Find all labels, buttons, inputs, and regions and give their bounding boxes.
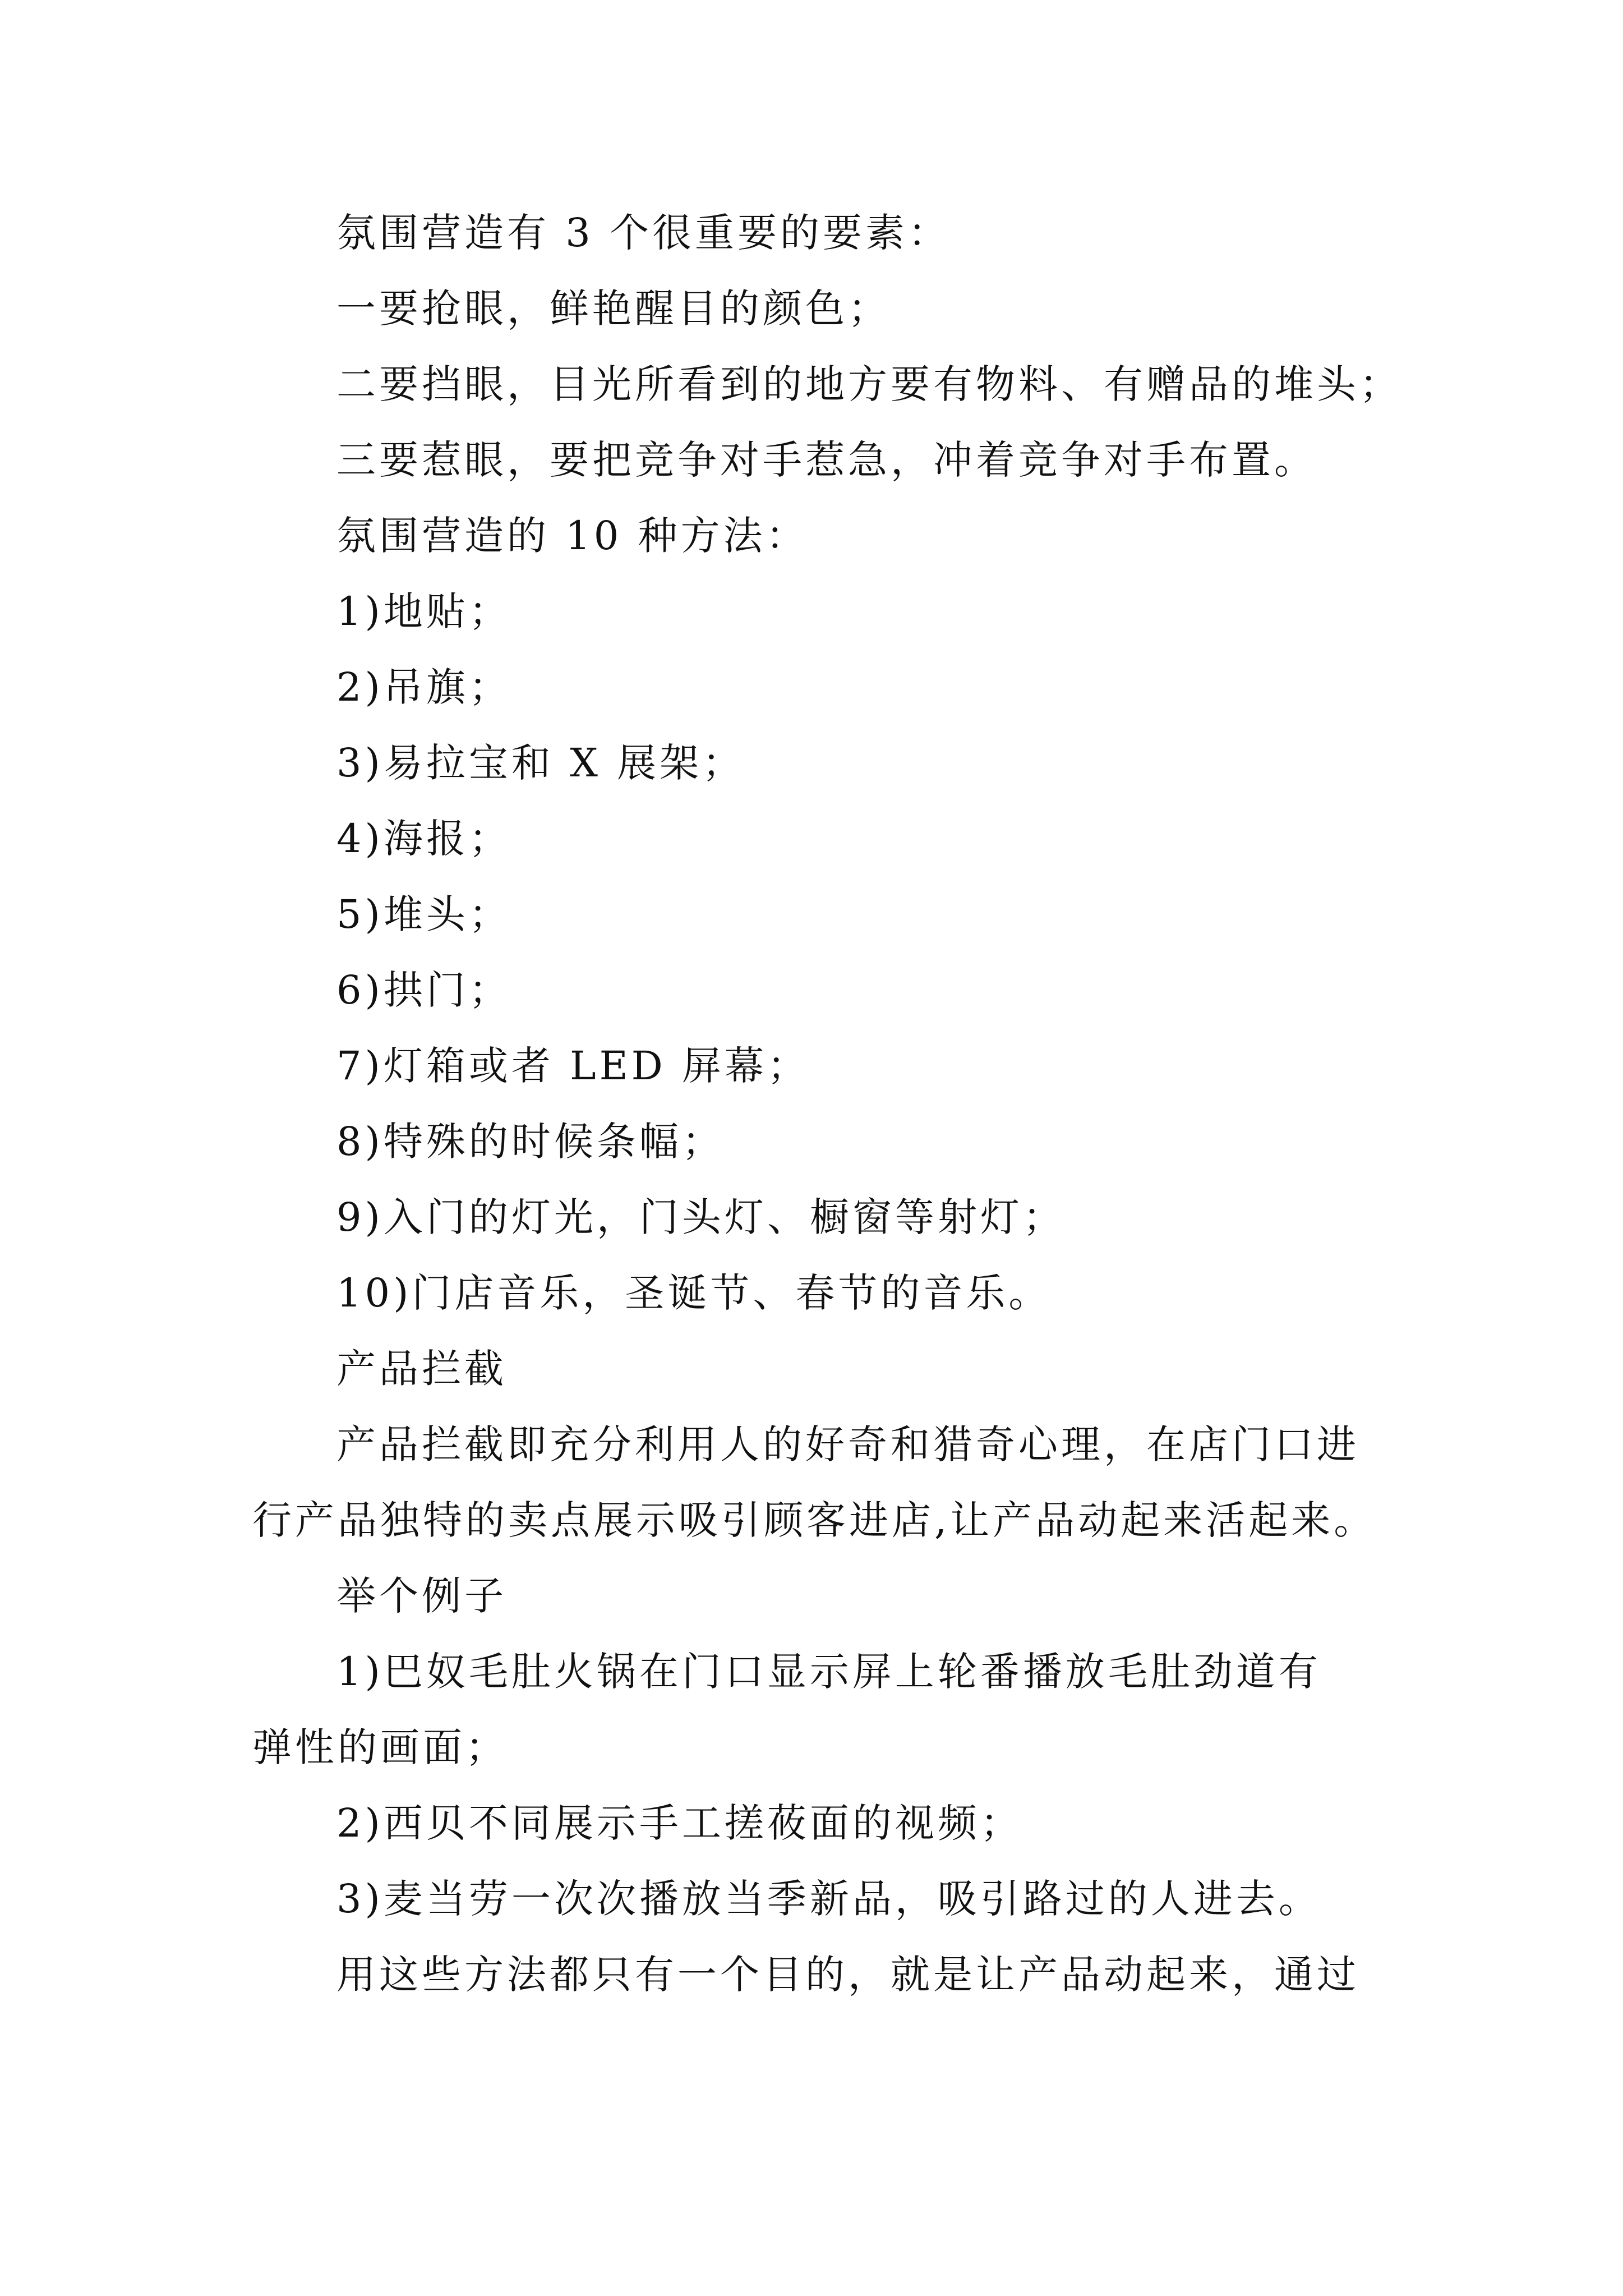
text-line-examples-intro: 举个例子	[336, 1573, 507, 1619]
list-item-method-9: 9)入门的灯光，门头灯、橱窗等射灯；	[336, 1194, 1066, 1240]
list-item-example-1: 1)巴奴毛肚火锅在门口显示屏上轮番播放毛肚劲道有	[336, 1649, 1321, 1695]
list-item-method-6: 6)拱门；	[336, 967, 511, 1013]
text-line-elements-intro: 氛围营造有 3 个很重要的要素：	[336, 210, 951, 256]
list-item-method-8: 8)特殊的时候条幅；	[336, 1119, 725, 1165]
list-item-example-1-continued: 弹性的画面；	[252, 1724, 508, 1770]
list-item-method-3: 3)易拉宝和 X 展架；	[336, 740, 745, 786]
list-item-method-7: 7)灯箱或者 LED 屏幕；	[336, 1043, 810, 1089]
section-heading-product-interception: 产品拦截	[336, 1346, 507, 1392]
paragraph-line-1: 产品拦截即充分利用人的好奇和猎奇心理，在店门口进	[336, 1421, 1359, 1467]
paragraph-line-2: 行产品独特的卖点展示吸引顾客进店,让产品动起来活起来。	[252, 1497, 1377, 1543]
list-item-method-4: 4)海报；	[336, 816, 511, 862]
list-item-method-10: 10)门店音乐，圣诞节、春节的音乐。	[336, 1270, 1052, 1316]
text-line-element-1: 一要抢眼，鲜艳醒目的颜色；	[336, 286, 891, 332]
list-item-example-3: 3)麦当劳一次次播放当季新品，吸引路过的人进去。	[336, 1876, 1321, 1922]
paragraph-line-final: 用这些方法都只有一个目的，就是让产品动起来，通过	[336, 1952, 1359, 1998]
list-item-method-5: 5)堆头；	[336, 891, 511, 937]
text-line-methods-intro: 氛围营造的 10 种方法：	[336, 513, 809, 559]
text-line-element-2: 二要挡眼，目光所看到的地方要有物料、有赠品的堆头；	[336, 361, 1402, 407]
list-item-method-2: 2)吊旗；	[336, 664, 511, 710]
text-line-element-3: 三要惹眼，要把竞争对手惹急，冲着竞争对手布置。	[336, 437, 1317, 483]
list-item-example-2: 2)西贝不同展示手工搓莜面的视频；	[336, 1800, 1023, 1846]
list-item-method-1: 1)地贴；	[336, 588, 511, 634]
